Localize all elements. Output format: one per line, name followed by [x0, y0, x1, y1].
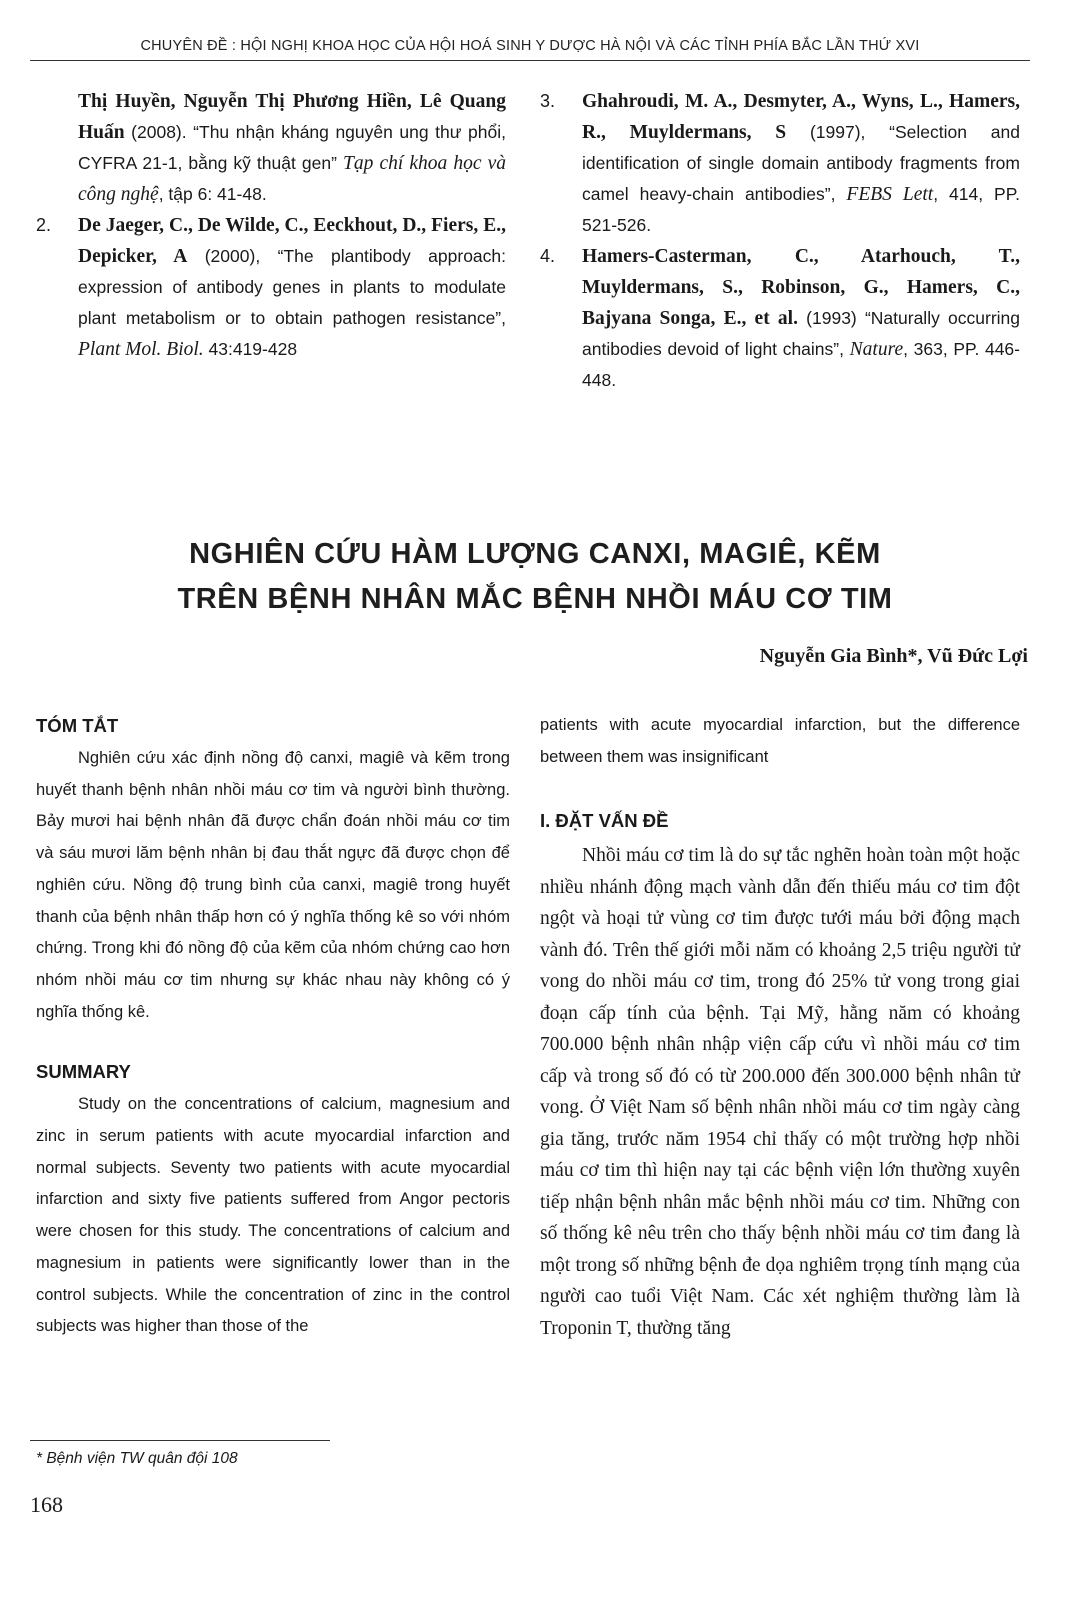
reference-4 — [540, 241, 1020, 396]
reference-4-journal: Nature — [843, 339, 904, 360]
reference-1 — [36, 86, 506, 210]
abstract-en-continuation: patients with acute myocardial infarction, but the difference between them was insignificant — [540, 716, 1020, 766]
abstract-en-heading: SUMMARY — [36, 1061, 131, 1083]
reference-3 — [540, 86, 1020, 241]
reference-2-tail: 43:419-428 — [203, 339, 298, 359]
reference-2 — [36, 210, 506, 365]
references-right-column — [540, 86, 1020, 396]
abstract-column — [36, 710, 510, 1343]
reference-1-tail: , tập 6: 41-48. — [158, 184, 267, 204]
reference-3-number: 3. — [540, 91, 556, 111]
reference-3-authors: Ghahroudi, M. A., Desmyter, A., Wyns, L., Hamers, R., Muyldermans, S — [582, 91, 1020, 143]
reference-3-journal: FEBS Lett — [835, 184, 934, 205]
abstract-vi-text: Nghiên cứu xác định nồng độ canxi, magiê và kẽm trong huyết thanh bệnh nhân nhồi máu cơ tim và người bình thường. Bảy mươi hai bệnh nhân đã được chẩn đoán nhồi máu cơ tim và sáu mươi lăm bệnh nhân bị đau thắt ngực đã được chọn để nghiên cứu. Nồng độ trung bình của canxi, magiê trong huyết thanh của bệnh nhân thấp hơn có ý nghĩa thống kê so với nhóm chứng. Trong khi đó nồng độ của kẽm của nhóm chứng cao hơn nhóm nhồi máu cơ tim nhưng sự khác nhau này không có ý nghĩa thống kê. — [36, 749, 510, 1021]
reference-2-text: (2000), “The plantibody approach: expression of antibody genes in plants to modulate plant metabolism or to obtain pathogen resistance”, — [78, 246, 507, 328]
reference-1-authors: Thị Huyền, Nguyễn Thị Phương Hiền, Lê Quang Huấn — [78, 91, 506, 143]
article-title-line-2: TRÊN BỆNH NHÂN MẮC BỆNH NHỒI MÁU CƠ TIM — [177, 583, 893, 615]
reference-3-tail: , 414, PP. 521-526. — [582, 184, 1020, 235]
reference-4-tail: , 363, PP. 446-448. — [582, 339, 1020, 390]
intro-heading: I. ĐẶT VẤN ĐỀ — [540, 810, 669, 832]
reference-2-number: 2. — [36, 215, 52, 235]
article-authors: Nguyễn Gia Bình*, Vũ Đức Lợi — [759, 645, 1028, 667]
reference-4-text: (1993) “Naturally occurring antibodies devoid of light chains”, — [582, 308, 1021, 359]
footnote: * Bệnh viện TW quân đội 108 — [36, 1450, 238, 1467]
footnote-rule — [30, 1440, 330, 1441]
running-header: CHUYÊN ĐỀ : HỘI NGHỊ KHOA HỌC CỦA HỘI HOÁ SINH Y DƯỢC HÀ NỘI VÀ CÁC TỈNH PHÍA BẮC LẦN THỨ XVI — [140, 38, 920, 54]
reference-4-number: 4. — [540, 246, 556, 266]
references-left-column — [36, 86, 506, 365]
header-rule — [30, 60, 1030, 61]
reference-1-text: (2008). “Thu nhận kháng nguyên ung thư phổi, CYFRA 21-1, bằng kỹ thuật gen” — [78, 122, 506, 173]
article-title-line-1: NGHIÊN CỨU HÀM LƯỢNG CANXI, MAGIÊ, KẼM — [189, 538, 881, 570]
reference-1-journal: Tạp chí khoa học và công nghệ — [78, 153, 507, 205]
reference-3-text: (1997), “Selection and identification of single domain antibody fragments from camel heavy-chain antibodies”, — [582, 122, 1020, 204]
reference-2-authors: De Jaeger, C., De Wilde, C., Eeckhout, D., Fiers, E., Depicker, A — [78, 215, 506, 267]
page-number: 168 — [30, 1492, 63, 1517]
intro-text: Nhồi máu cơ tim là do sự tắc nghẽn hoàn toàn một hoặc nhiều nhánh động mạch vành dẫn đến thiếu máu cơ tim đột ngột và hoại tử vùng cơ tim được tưới máu bởi động mạch vành đó. Trên thế giới mỗi năm có khoảng 2,5 triệu người tử vong do nhồi máu cơ tim, trong đó 25% tử vong trong giai đoạn cấp tính của bệnh. Tại Mỹ, hằng năm có khoảng 700.000 bệnh nhân nhập viện cấp cứu vì nhồi máu cơ tim cấp và trong số đó có từ 200.000 đến 300.000 bệnh nhân tử vong. Ở Việt Nam số bệnh nhân nhồi máu cơ tim ngày càng gia tăng, trước năm 1954 chỉ thấy có một trường hợp nhồi máu cơ tim thì hiện nay tại các bệnh viện lớn thường xuyên tiếp nhận bệnh nhân mắc bệnh nhồi máu cơ tim. Những con số thống kê nêu trên cho thấy bệnh nhồi máu cơ tim đang là một trong số những bệnh đe dọa nghiêm trọng tính mạng của người cao tuổi Việt Nam. Các xét nghiệm thường làm là Troponin T, thường tăng — [540, 845, 1020, 1339]
reference-2-journal: Plant Mol. Biol. — [78, 339, 204, 360]
abstract-vi-heading: TÓM TẮT — [36, 715, 119, 736]
article-title — [40, 532, 1030, 622]
right-text-column — [540, 710, 1020, 1344]
reference-4-authors: Hamers-Casterman, C., Atarhouch, T., Muyldermans, S., Robinson, G., Hamers, C., Bajyana Songa, E., et al. — [582, 246, 1020, 329]
abstract-en-text: Study on the concentrations of calcium, magnesium and zinc in serum patients with acute myocardial infarction and normal subjects. Seventy two patients with acute myocardial infarction and sixty five patients suffered from Angor pectoris were chosen for this study. The concentrations of calcium and magnesium in patients were significantly lower than in the control subjects. While the concentration of zinc in the control subjects was higher than those of the — [36, 1095, 510, 1336]
